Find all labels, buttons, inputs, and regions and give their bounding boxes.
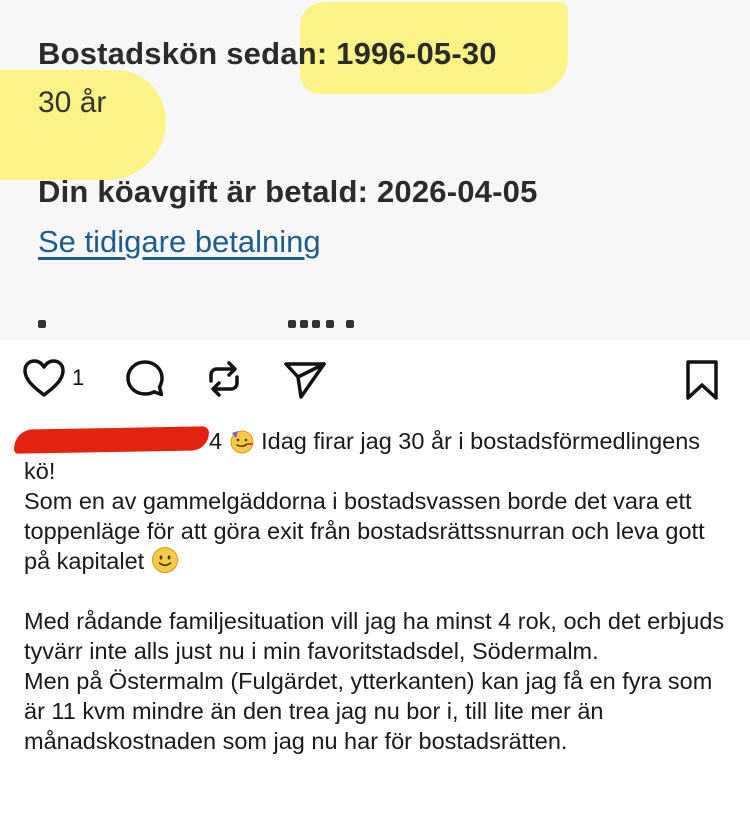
repost-icon — [203, 359, 245, 399]
comment-icon — [124, 358, 166, 400]
caption-paragraph-3: Med rådande familjesituation vill jag ha minst 4 rok, och det erbjuds tyvärr inte alls just nu i min favoritstadsdel, Södermalm. — [24, 608, 725, 664]
heart-icon — [22, 358, 66, 398]
post-caption — [24, 426, 729, 756]
share-icon — [282, 359, 328, 401]
share-button[interactable] — [282, 359, 328, 401]
caption-paragraph-4: Men på Östermalm (Fulgärdet, ytterkanten) kan jag få en fyra som är 11 kvm mindre än den trea jag nu bor i, till lite mer än månadskostnaden som jag nu har för bostadsrätten. — [24, 668, 713, 754]
bookmark-icon — [683, 358, 721, 402]
paragraph-gap — [24, 576, 729, 606]
queue-years-text: 30 år — [38, 86, 107, 119]
smiling-face-emoji-icon — [151, 546, 179, 574]
like-count: 1 — [72, 365, 85, 390]
caption-first-paragraph — [24, 426, 729, 486]
post-image[interactable] — [0, 0, 750, 340]
redacted-username[interactable] — [14, 426, 209, 453]
repost-button[interactable] — [203, 359, 245, 399]
bookmark-button[interactable] — [683, 358, 721, 402]
caption-paragraph-2: Som en av gammelgäddorna i bostadsvassen borde det vara ett toppenläge för att göra exit från bostadsrättssnurran och leva gott på kapitalet — [24, 488, 705, 574]
queue-since-text: Bostadskön sedan: 1996-05-30 — [38, 36, 497, 71]
partying-face-emoji-icon — [229, 428, 255, 454]
action-bar — [0, 340, 750, 420]
fee-paid-text: Din köavgift är betald: 2026-04-05 — [38, 174, 538, 209]
cut-off-text — [38, 318, 368, 332]
previous-payment-link: Se tidigare betalning — [38, 224, 321, 259]
caption-paragraph-1: Idag firar jag 30 år i bostadsförmedlingens kö! — [24, 428, 701, 484]
caption-second-paragraph — [24, 486, 729, 576]
like-button[interactable] — [22, 358, 84, 398]
comment-button[interactable] — [124, 358, 166, 400]
username-tail: 4 — [209, 428, 223, 454]
